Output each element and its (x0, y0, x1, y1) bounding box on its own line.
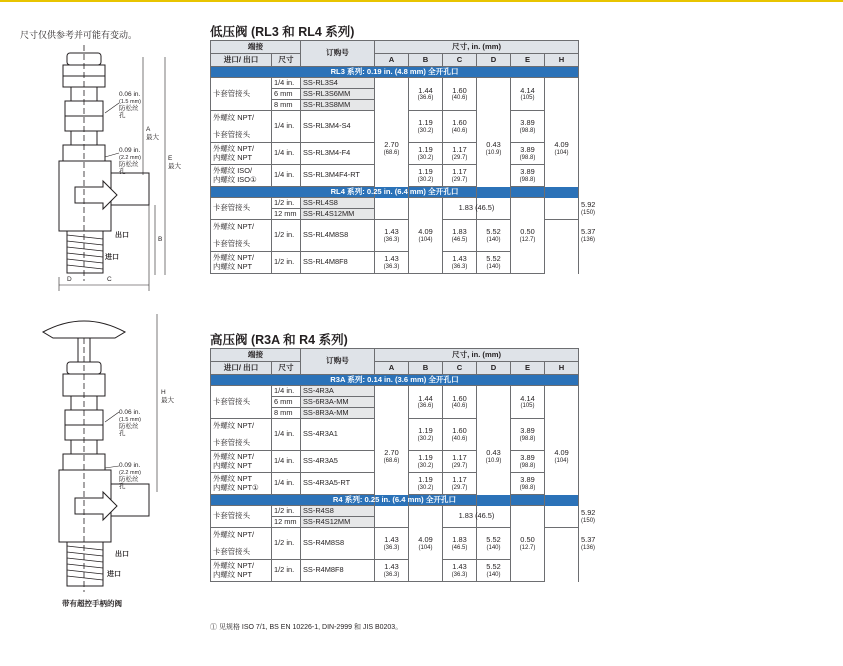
dim-b-cell: 1.43 (36.3) (375, 252, 409, 274)
order-number: SS-8R3A-MM (301, 408, 375, 419)
dim-H-max: 最大 (161, 397, 174, 404)
size-cell: 8 mm (272, 408, 301, 419)
size-cell: 1/2 in. (272, 506, 301, 517)
conn-tube: 卡套管接头 (211, 506, 272, 528)
hdr-dims: 尺寸, in. (mm) (375, 41, 579, 54)
conn-mnpt-fnpt: 外螺纹 NPT/ 内螺纹 NPT (211, 252, 272, 274)
dim-b-cell: 1.43 (36.3) (375, 220, 409, 252)
dim-a-cell: 4.09 (104) (409, 506, 443, 582)
size-cell: 1/2 in. (272, 560, 301, 582)
order-number: SS-RL4S12MM (301, 209, 375, 220)
fig2-callout1-line4: 孔 (119, 430, 126, 437)
fig2-callout2-line2: (2.2 mm) (119, 470, 141, 476)
dim-d-cell: 0.50 (12.7) (511, 506, 545, 582)
hdr-col-d: D (477, 54, 511, 67)
low-title-cn: 低压阀 (210, 25, 248, 39)
conn-male-npt-tube: 外螺纹 NPT/ 卡套管接头 (211, 528, 272, 560)
hdr-col-a: A (375, 362, 409, 375)
hdr-inlet-outlet: 进口/ 出口 (211, 362, 272, 375)
conn-mnpt-fnpt: 外螺纹 NPT/ 内螺纹 NPT (211, 143, 272, 165)
order-number: SS-R4M8F8 (301, 560, 375, 582)
valve-drawing-low-pressure (15, 45, 205, 295)
fig1-inlet-label: 进口 (105, 254, 119, 261)
dim-b-cell: 1.43 (36.3) (375, 560, 409, 582)
size-cell: 1/2 in. (272, 528, 301, 560)
order-number: SS-RL3M4F4-RT (301, 165, 375, 187)
dim-c-cell: 1.83 (46.5) (443, 220, 477, 252)
fig1-callout1-line1: 0.06 in. (119, 91, 141, 98)
dim-b-cell: 1.19 (30.2) (409, 473, 443, 495)
fig2-inlet-label: 进口 (107, 571, 121, 578)
order-number: SS-R4M8S8 (301, 528, 375, 560)
dim-C-label: C (107, 276, 112, 283)
hdr-col-h: H (545, 362, 579, 375)
order-number: SS-R4S12MM (301, 517, 375, 528)
dim-e-cell: 3.89 (98.8) (511, 419, 545, 451)
order-number: SS-RL3M4-S4 (301, 111, 375, 143)
hdr-col-e: E (511, 362, 545, 375)
dim-c-cell: 1.60 (40.6) (443, 419, 477, 451)
dim-A-label: A (146, 126, 151, 133)
conn-tube: 卡套管接头 (211, 198, 272, 220)
hdr-col-b: B (409, 362, 443, 375)
conn-mnpt-fnpt: 外螺纹 NPT/ 内螺纹 NPT (211, 560, 272, 582)
dim-A-max: 最大 (146, 134, 159, 141)
size-cell: 1/4 in. (272, 78, 301, 89)
order-number: SS-R4S8 (301, 506, 375, 517)
fig2-callout2-line1: 0.09 in. (119, 462, 141, 469)
size-cell: 1/2 in. (272, 198, 301, 209)
fig1-callout2-line3: 防松丝 (119, 161, 139, 168)
fig1-callout2-line4: 孔 (119, 168, 126, 175)
series-banner-rl4: RL4 系列: 0.25 in. (6.4 mm) 全开孔口 (211, 187, 579, 198)
dim-e-cell: 5.52 (140) (477, 560, 511, 582)
series-banner-r3a: R3A 系列: 0.14 in. (3.6 mm) 全开孔口 (211, 375, 579, 386)
hdr-col-a: A (375, 54, 409, 67)
dim-c-cell: 1.43 (36.3) (443, 252, 477, 274)
dim-b-cell: 1.44 (36.6) (409, 386, 443, 419)
dim-b-cell: 1.19 (30.2) (409, 111, 443, 143)
dim-a-cell: 2.70 (68.6) (375, 78, 409, 220)
fig1-callout1-line3: 防松丝 (119, 105, 139, 112)
hdr-size: 尺寸 (272, 362, 301, 375)
hdr-end-connections: 端接 (211, 41, 301, 54)
dim-c-cell: 1.17 (29.7) (443, 473, 477, 495)
low-title-en: (RL3 和 RL4 系列) (247, 25, 355, 39)
size-cell: 1/4 in. (272, 111, 301, 143)
dim-b-cell: 1.19 (30.2) (409, 143, 443, 165)
size-cell: 1/4 in. (272, 165, 301, 187)
dim-e-cell: 3.89 (98.8) (511, 473, 545, 495)
dim-c-cell: 1.83 (46.5) (443, 528, 477, 560)
dim-b-cell: 1.44 (36.6) (409, 78, 443, 111)
order-number: SS-RL3S8MM (301, 100, 375, 111)
order-number: SS-RL4M8S8 (301, 220, 375, 252)
fig2-callout1-line1: 0.06 in. (119, 409, 141, 416)
high-title-en: (R3A 和 R4 系列) (247, 333, 348, 347)
dim-E-max: 最大 (168, 163, 181, 170)
dim-D-label: D (67, 276, 72, 283)
hdr-inlet-outlet: 进口/ 出口 (211, 54, 272, 67)
dim-c-cell: 1.17 (29.7) (443, 143, 477, 165)
dim-c-cell: 1.17 (29.7) (443, 451, 477, 473)
dim-c-cell: 1.60 (40.6) (443, 111, 477, 143)
hdr-col-c: C (443, 362, 477, 375)
dim-c-cell: 1.43 (36.3) (443, 560, 477, 582)
dim-b-cell: 1.19 (30.2) (409, 451, 443, 473)
hdr-ordering-number: 订购号 (301, 349, 375, 375)
conn-male-npt-tube: 外螺纹 NPT/ 卡套管接头 (211, 419, 272, 451)
size-cell: 1/4 in. (272, 419, 301, 451)
conn-iso: 外螺纹 ISO/ 内螺纹 ISO① (211, 165, 272, 187)
fig2-callout1-line2: (1.5 mm) (119, 417, 141, 423)
dim-b-cell: 1.19 (30.2) (409, 165, 443, 187)
order-number: SS-4R3A5 (301, 451, 375, 473)
dim-b-cell: 1.19 (30.2) (409, 419, 443, 451)
order-number: SS-RL4M8F8 (301, 252, 375, 274)
order-number: SS-4R3A5-RT (301, 473, 375, 495)
dim-H-label: H (161, 389, 166, 396)
dim-E-label: E (168, 155, 173, 162)
fig1-callout1-line4: 孔 (119, 112, 126, 119)
hdr-col-h: H (545, 54, 579, 67)
high-pressure-title (210, 330, 348, 348)
size-cell: 1/4 in. (272, 473, 301, 495)
size-cell: 8 mm (272, 100, 301, 111)
dim-a-cell: 4.09 (104) (409, 198, 443, 274)
series-banner-rl3: RL3 系列: 0.19 in. (4.8 mm) 全开孔口 (211, 67, 579, 78)
fig1-callout1-line2: (1.5 mm) (119, 99, 141, 105)
series-banner-r4: R4 系列: 0.25 in. (6.4 mm) 全开孔口 (211, 495, 579, 506)
fig2-callout2-line4: 孔 (119, 483, 126, 490)
dim-e-cell: 3.89 (98.8) (511, 111, 545, 143)
conn-mnpt-fnpt: 外螺纹 NPT/ 内螺纹 NPT (211, 451, 272, 473)
order-number: SS-RL3S6MM (301, 89, 375, 100)
fig2-outlet-label: 出口 (115, 551, 129, 558)
footnote-iso-spec: ① 见规格 ISO 7/1, BS EN 10226-1, DIN-2999 和 JIS B0203。 (210, 624, 403, 631)
dim-a-cell: 2.70 (68.6) (375, 386, 409, 528)
size-cell: 1/4 in. (272, 143, 301, 165)
dim-d-cell: 0.50 (12.7) (511, 198, 545, 274)
hdr-col-b: B (409, 54, 443, 67)
dim-e-cell: 5.52 (140) (477, 528, 511, 560)
fig2-callout2-line3: 防松丝 (119, 476, 139, 483)
dim-h-cell: 4.09 (104) (545, 78, 579, 220)
dim-e-cell: 3.89 (98.8) (511, 451, 545, 473)
high-pressure-spec-table: 端接 订购号 尺寸, in. (mm) 进口/ 出口 尺寸 A B C D E H R3A 系列: 0.14 in. (3.6 mm) 全开孔口 卡套管接头 1/4 in. SS-4R3A 2.70 (68.6) 1.44 (36.6) 1.60 (40.6) 0.43 (10.9) 4.14 (105) 4.09 (104) 6 mm SS-6R3A-MM 8 mm SS-8R3A-MM 外螺纹 NPT/ 卡套管接头 1/4 in. SS-4R3A1 1.19 (30.2) 1.60 (40.6) 3.89 (98.8) 外螺纹 NPT/ 内螺纹 NPT 1/4 in. SS-4R3A5 1.19 (30.2) 1.17 (29.7) 3.89 (98.8) 外螺纹 NPT 内螺纹 NPT① 1/4 in. SS-4R3A5-RT 1.19 (30.2) 1.17 (29.7) 3.89 (98.8) R4 系列: 0.25 in. (6.4 mm) 全开孔口 卡套管接头 1/2 in. SS-R4S8 4.09 (104) 1.83 (46.5) 0.50 (12.7) 5.92 (150) 5.37 (136) 12 mm SS-R4S12MM 外螺纹 NPT/ 卡套管接头 1/2 in. SS-R4M8S8 1.43 (36.3) 1.83 (46.5) 5.52 (140) 外螺纹 NPT/ 内螺纹 NPT 1/2 in. SS-R4M8F8 1.43 (36.3) 1.43 (36.3) 5.52 (140) (210, 348, 579, 582)
size-cell: 1/4 in. (272, 386, 301, 397)
order-number: SS-6R3A-MM (301, 397, 375, 408)
high-title-cn: 高压阀 (210, 333, 248, 347)
conn-tube: 卡套管接头 (211, 386, 272, 419)
dim-e-cell: 5.52 (140) (477, 220, 511, 252)
hdr-col-d: D (477, 362, 511, 375)
size-cell: 1/2 in. (272, 220, 301, 252)
dim-c-cell: 1.60 (40.6) (443, 386, 477, 419)
dim-bc-cell: 1.83 (46.5) (443, 506, 511, 528)
hdr-dims: 尺寸, in. (mm) (375, 349, 579, 362)
size-cell: 1/2 in. (272, 252, 301, 274)
fig2-callout1-line3: 防松丝 (119, 423, 139, 430)
dim-e-cell: 3.89 (98.8) (511, 143, 545, 165)
dim-c-cell: 1.60 (40.6) (443, 78, 477, 111)
size-cell: 12 mm (272, 517, 301, 528)
dim-e-cell: 3.89 (98.8) (511, 165, 545, 187)
size-cell: 6 mm (272, 89, 301, 100)
hdr-col-c: C (443, 54, 477, 67)
dim-e-cell: 5.52 (140) (477, 252, 511, 274)
figure2-caption: 带有超控手柄的阀 (62, 599, 122, 608)
dim-d-cell: 0.43 (10.9) (477, 386, 511, 528)
dim-h-cell: 4.09 (104) (545, 386, 579, 528)
dim-bc-cell: 1.83 (46.5) (443, 198, 511, 220)
size-cell: 12 mm (272, 209, 301, 220)
dim-b-cell: 1.43 (36.3) (375, 528, 409, 560)
hdr-end-connections: 端接 (211, 349, 301, 362)
conn-male-npt-tube: 外螺纹 NPT/ 卡套管接头 (211, 220, 272, 252)
size-cell: 6 mm (272, 397, 301, 408)
size-cell: 1/4 in. (272, 451, 301, 473)
dimension-note: 尺寸仅供参考并可能有变动。 (20, 30, 138, 40)
low-pressure-spec-table: 端接 订购号 尺寸, in. (mm) 进口/ 出口 尺寸 A B C D E H RL3 系列: 0.19 in. (4.8 mm) 全开孔口 卡套管接头 1/4 in. SS-RL3S4 2.70 (68.6) 1.44 (36.6) 1.60 (40.6) 0.43 (10.9) 4.14 (105) 4.09 (104) 6 mm SS-RL3S6MM 8 mm SS-RL3S8MM 外螺纹 NPT/ 卡套管接头 1/4 in. SS-RL3M4-S4 1.19 (30.2) 1.60 (40.6) 3.89 (98.8) 外螺纹 NPT/ 内螺纹 NPT 1/4 in. SS-RL3M4-F4 1.19 (30.2) 1.17 (29.7) 3.89 (98.8) 外螺纹 ISO/ 内螺纹 ISO① 1/4 in. SS-RL3M4F4-RT 1.19 (30.2) 1.17 (29.7) 3.89 (98.8) RL4 系列: 0.25 in. (6.4 mm) 全开孔口 卡套管接头 1/2 in. SS-RL4S8 4.09 (104) 1.83 (46.5) 0.50 (12.7) 5.92 (150) 5.37 (136) 12 mm SS-RL4S12MM 外螺纹 NPT/ 卡套管接头 1/2 in. SS-RL4M8S8 1.43 (36.3) 1.83 (46.5) 5.52 (140) 外螺纹 NPT/ 内螺纹 NPT 1/2 in. SS-RL4M8F8 1.43 (36.3) 1.43 (36.3) 5.52 (140) (210, 40, 579, 274)
conn-npt-rt: 外螺纹 NPT 内螺纹 NPT① (211, 473, 272, 495)
dim-d-cell: 0.43 (10.9) (477, 78, 511, 220)
dim-B-label: B (158, 236, 163, 243)
order-number: SS-RL3S4 (301, 78, 375, 89)
order-number: SS-4R3A1 (301, 419, 375, 451)
top-accent-line (0, 0, 843, 2)
order-number: SS-RL3M4-F4 (301, 143, 375, 165)
hdr-col-e: E (511, 54, 545, 67)
fig1-callout2-line1: 0.09 in. (119, 147, 141, 154)
order-number: SS-RL4S8 (301, 198, 375, 209)
conn-tube: 卡套管接头 (211, 78, 272, 111)
fig1-outlet-label: 出口 (115, 232, 129, 239)
dim-e-cell: 4.14 (105) (511, 386, 545, 419)
dim-e-cell: 4.14 (105) (511, 78, 545, 111)
hdr-size: 尺寸 (272, 54, 301, 67)
dim-c-cell: 1.17 (29.7) (443, 165, 477, 187)
order-number: SS-4R3A (301, 386, 375, 397)
conn-male-npt-tube: 外螺纹 NPT/ 卡套管接头 (211, 111, 272, 143)
low-pressure-title (210, 22, 354, 40)
valve-drawing-override-handle (15, 312, 205, 612)
fig1-callout2-line2: (2.2 mm) (119, 155, 141, 161)
hdr-ordering-number: 订购号 (301, 41, 375, 67)
